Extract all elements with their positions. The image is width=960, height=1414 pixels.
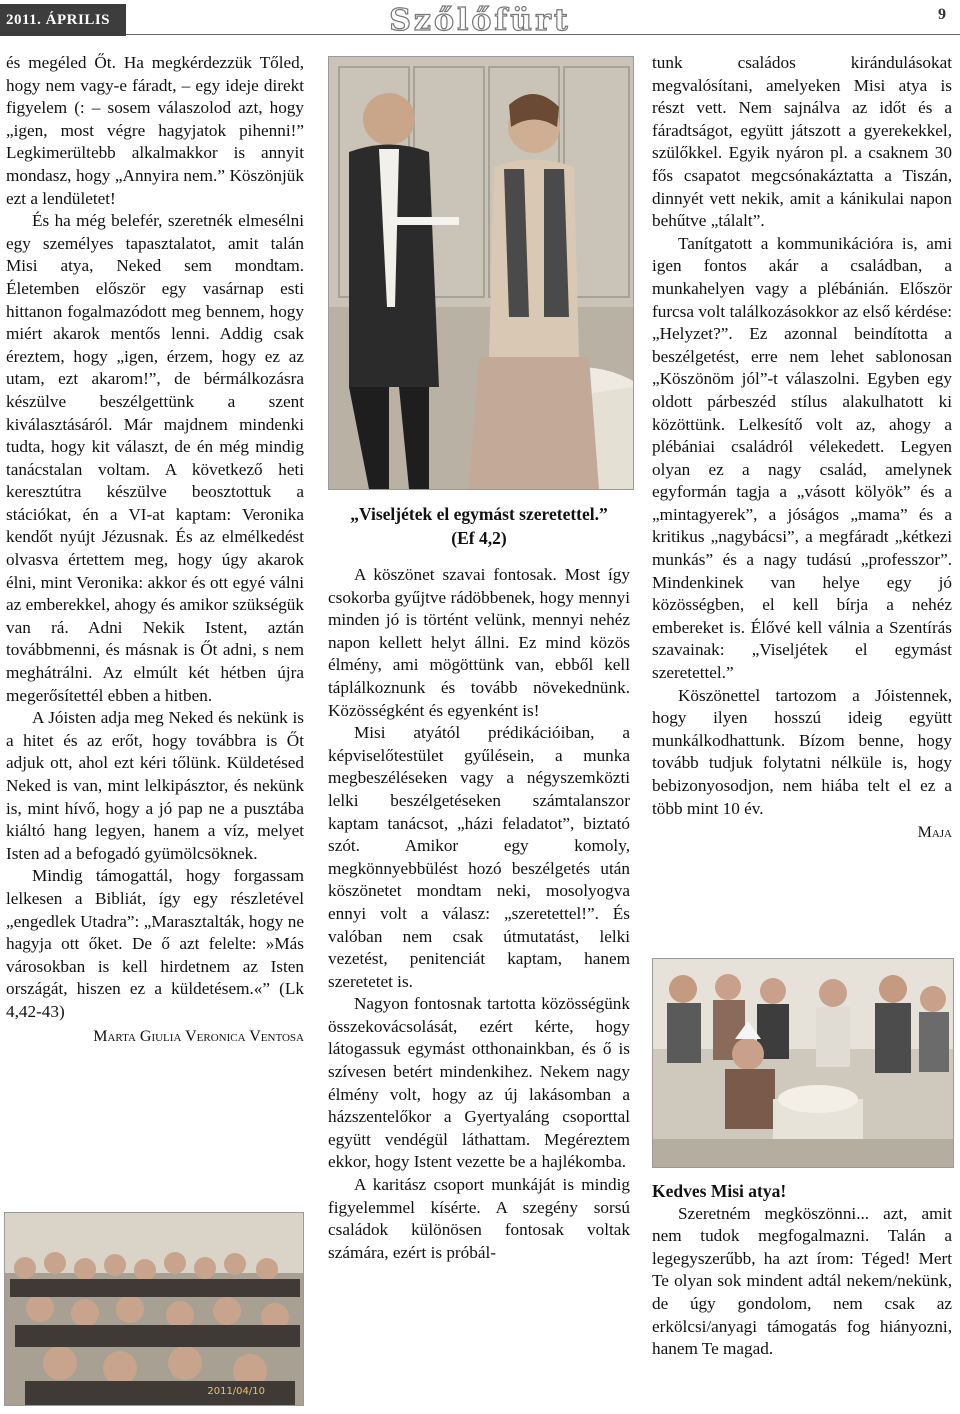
paragraph: és megéled Őt. Ha megkérdezzük Tőled, hogy nem vagy-e fáradt, – egy ideje direkt figyelem (: – sosem válaszolod azt, hogy „igen, most végre hagyjatok pihenni!” Legkimerültebb alkalmakkor is annyit mondasz, hogy „Annyira nem.” Köszönjük ezt a lendületet!	[6, 53, 304, 208]
paragraph: Nagyon fontosnak tartotta közösségünk összekovácsolását, ezért kérte, hogy látogassuk egymást otthonainkban, és ő is szívesen betért mindenkihez. Nekem nagy élmény volt, hogy az új lakásomban a házszentelőkor a Gyertyaláng csoporttal együtt vendégül láthattam. Megéreztem ekkor, hogy Istent vezette be a hajlékomba.	[328, 994, 630, 1172]
quote-text: „Viseljétek el egymást szeretettel.”	[350, 504, 608, 524]
paragraph: A köszönet szavai fontosak. Most így csokorba gyűjtve rádöbbenek, hogy mennyi minden jó is történt velünk, mennyi nehéz napon kellett helyt állni. Ez mind közös élmény, ami mögöttünk van, ebből kell táplálkoznunk és tovább növekednünk. Közösségként és egyenként is!	[328, 565, 630, 720]
magazine-title: Szőlőfürt	[389, 3, 571, 38]
paragraph: tunk családos kirándulásokat megvalósítani, amelyeken Misi atya is részt vett. Nem sajnálva az időt és a fáradtságot, együtt játszott a gyerekekkel, szülőkkel. Egyik nyáron pl. a csaknem 30 fős csapatot megcsónakáztatta a Tiszán, dinnyét vett nekik, amit a kánikulai napon behűtve „tálalt”.	[652, 53, 952, 231]
page-header	[0, 0, 960, 44]
paragraph: Tanítgatott a kommunikációra is, ami igen fontos akár a családban, a munkahelyen vagy a plébánián. Először furcsa volt találkozásokkor az első kérdése: „Helyzet?”. Ez azonnal beindította a beszélgetést, erre nem lehet sablonosan „Köszönöm jól”-t válaszolni. Egyben egy oldott párbeszéd stílus alakulhatott ki közöttünk. Lelkesítő volt az, ahogy a plébániai családról vélekedett. Legyen olyan ez a nagy család, amelynek egyformán tagja a „vásott kölyök” és a „mintagyerek”, a jóságos „mama” és a kritikus „nagybácsi”, a megfáradt „kétkezi munkás” és a nagy tudású „professzor”. Mindenkinek van helye egy jó közösségben, el kell bírja a nehéz embereket is. Élővé kell válnia a Szentírás szavainak: „Viseljétek el egymást szeretettel.”	[652, 233, 952, 683]
paragraph: Köszönettel tartozom a Jóistennek, hogy ilyen hosszú ideig együtt munkálkodhattunk. Bízom benne, hogy tovább tudjuk folytatni nélküle is, hogy bebizonyosodjon, nem hiába telt el ez a több mint 10 év.	[652, 685, 952, 818]
paragraph: A Jóisten adja meg Neked és nekünk is a hitet és az erőt, hogy továbbra is Őt adjuk ott, ahol ezt kéri tőlünk. Küldetésed Neked is van, mint lelkipásztor, és nekünk is, mint hívő, hogy a jó pap ne a pusztába kiáltó hang legyen, hanem a víz, melyet Isten ad a befogadó gyümölcsöknek.	[6, 708, 304, 863]
page-number: 9	[938, 6, 946, 23]
photo-date-stamp: 2011/04/10	[207, 1386, 265, 1397]
photo-congregation	[4, 1212, 304, 1406]
issue-date: 2011. ÁPRILIS	[0, 4, 126, 36]
column-middle	[328, 502, 630, 1264]
paragraph: Mindig támogattál, hogy forgassam lelkesen a Bibliát, így egy részletével „engedlek Utadra”: „Marasztalták, hogy ne hagyja ott őket. De ő azt felelte: »Más városokban is kell hirdetnem az Isten országát, hiszen ez a küldetésem.«” (Lk 4,42-43)	[6, 866, 304, 1021]
paragraph: Szeretném megköszönni... azt, amit nem tudok megfogalmazni. Talán a legegyszerűbb, ha azt írom: Téged! Mert Te olyan sok mindent adtál nekem/nekünk, de úgy gondolom, nem csak az erkölcsi/anyagi támogatás fog hiányozni, hanem Te magad.	[652, 1203, 952, 1359]
letter-block	[652, 1180, 952, 1361]
quote-reference: (Ef 4,2)	[451, 528, 507, 548]
column-left	[6, 52, 304, 1048]
paragraph: A karitász csoport munkáját is mindig figyelemmel kísérte. A szegény sorsú családok különösen fontosak voltak számára, ezért is próbál-	[328, 1175, 630, 1262]
photo-priest-reading	[328, 56, 634, 490]
column-right	[652, 52, 952, 845]
author-signature: Marta Giulia Veronica Ventosa	[93, 1027, 304, 1045]
letter-heading: Kedves Misi atya!	[652, 1181, 787, 1201]
photo-group-activity	[652, 958, 954, 1168]
author-signature: Maja	[917, 824, 952, 842]
paragraph: És ha még belefér, szeretnék elmesélni egy személyes tapasztalatot, amit talán Misi atya, Neked sem mondtam. Életemben először egy vasárnap esti hittanon fogalmazódott meg bennem, hogy miért akarok mentős lenni. Addig csak éreztem, hogy „igen, érzem, hogy ez az utam, ezt akarom!”, de bérmálkozásra készülve beszélgettünk a szent kiválasztásáról. Már majdnem mindenki tudta, hogy kit választ, de én még mindig tanácstalan voltam. A következő heti keresztútra készülve beosztottuk a stációkat, én a VI-at kaptam: Veronika kendőt nyújt Jézusnak. És az elmélkedést olvasva értettem meg, hogy úgy akarok élni, mint Veronika: akkor és ott egyé válni az emberekkel, ahogy és amikor szükségük van rá. Adni Nekik Istent, aztán továbbmenni, és másnak is Őt adni, s nem meghátrálni. Az elmúlt két hétben újra megerősítettél ebben a hitben.	[6, 211, 304, 705]
bible-quote	[328, 502, 630, 550]
paragraph: Misi atyától prédikációiban, a képviselőtestület gyűlésein, a munka megbeszéléseken vagy a négyszemközti lelki beszélgetéseken számtalanszor kaptam tanácsot, „házi feladatot”, biztató szót. Amikor egy komoly, megkönnyebbülést hozó beszélgetés után köszönetet mondtam neki, mosolyogva ennyi volt a válasz: „szeretettel!”. És valóban nem csak útmutatást, lelki vezetést, penitenciát kaptam, hanem szeretetet is.	[328, 723, 630, 991]
